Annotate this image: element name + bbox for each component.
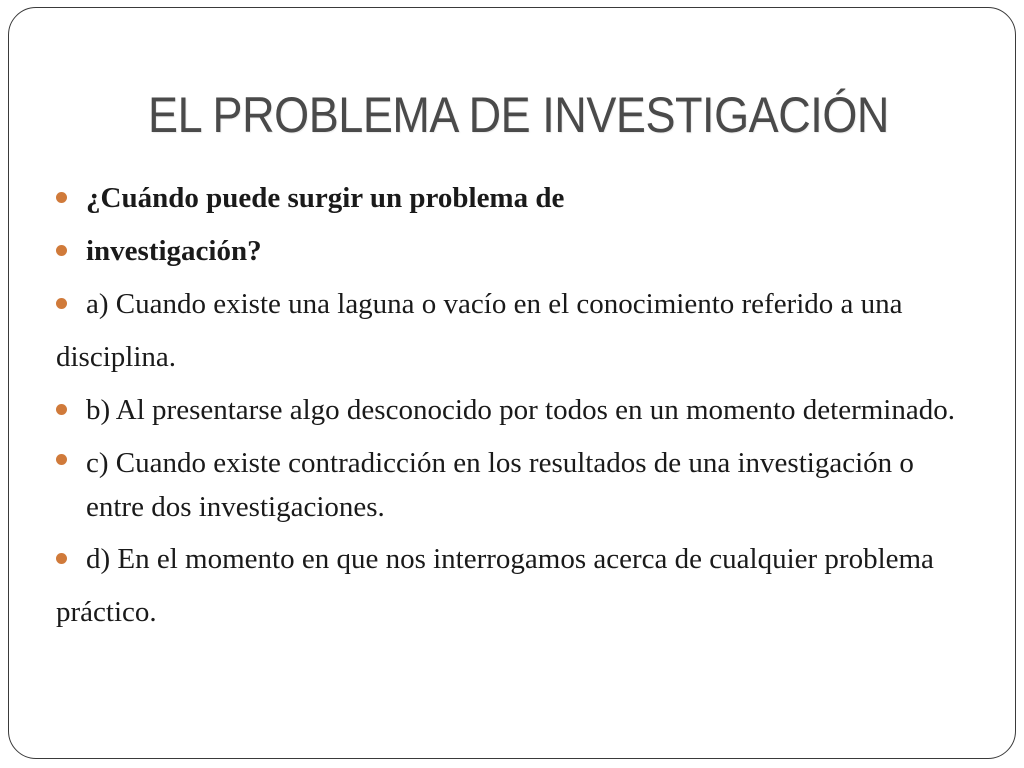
bullet-dot-icon <box>56 454 67 465</box>
list-item <box>56 437 976 533</box>
list-item <box>56 225 976 278</box>
list-item-text: a) Cuando existe una laguna o vacío en el conocimiento referido a una disciplina. <box>56 288 903 373</box>
bullet-list <box>56 172 976 639</box>
bullet-dot-icon <box>56 245 67 256</box>
list-item-text: b) Al presentarse algo desconocido por todos en un momento determinado. <box>86 394 955 426</box>
slide-title: EL PROBLEMA DE INVESTIGACIÓN <box>148 87 889 143</box>
list-item <box>56 172 976 225</box>
list-item <box>56 278 976 384</box>
bullet-dot-icon <box>56 192 67 203</box>
list-item-text: investigación? <box>86 235 262 267</box>
list-item-text: d) En el momento en que nos interrogamos acerca de cualquier problema práctico. <box>56 543 934 628</box>
list-item-text: c) Cuando existe contradicción en los resultados de una investigación o entre dos investigaciones. <box>86 447 914 523</box>
bullet-dot-icon <box>56 404 67 415</box>
list-item <box>56 384 976 437</box>
bullet-dot-icon <box>56 298 67 309</box>
bullet-dot-icon <box>56 553 67 564</box>
list-item <box>56 533 976 639</box>
list-item-text: ¿Cuándo puede surgir un problema de <box>86 182 565 214</box>
